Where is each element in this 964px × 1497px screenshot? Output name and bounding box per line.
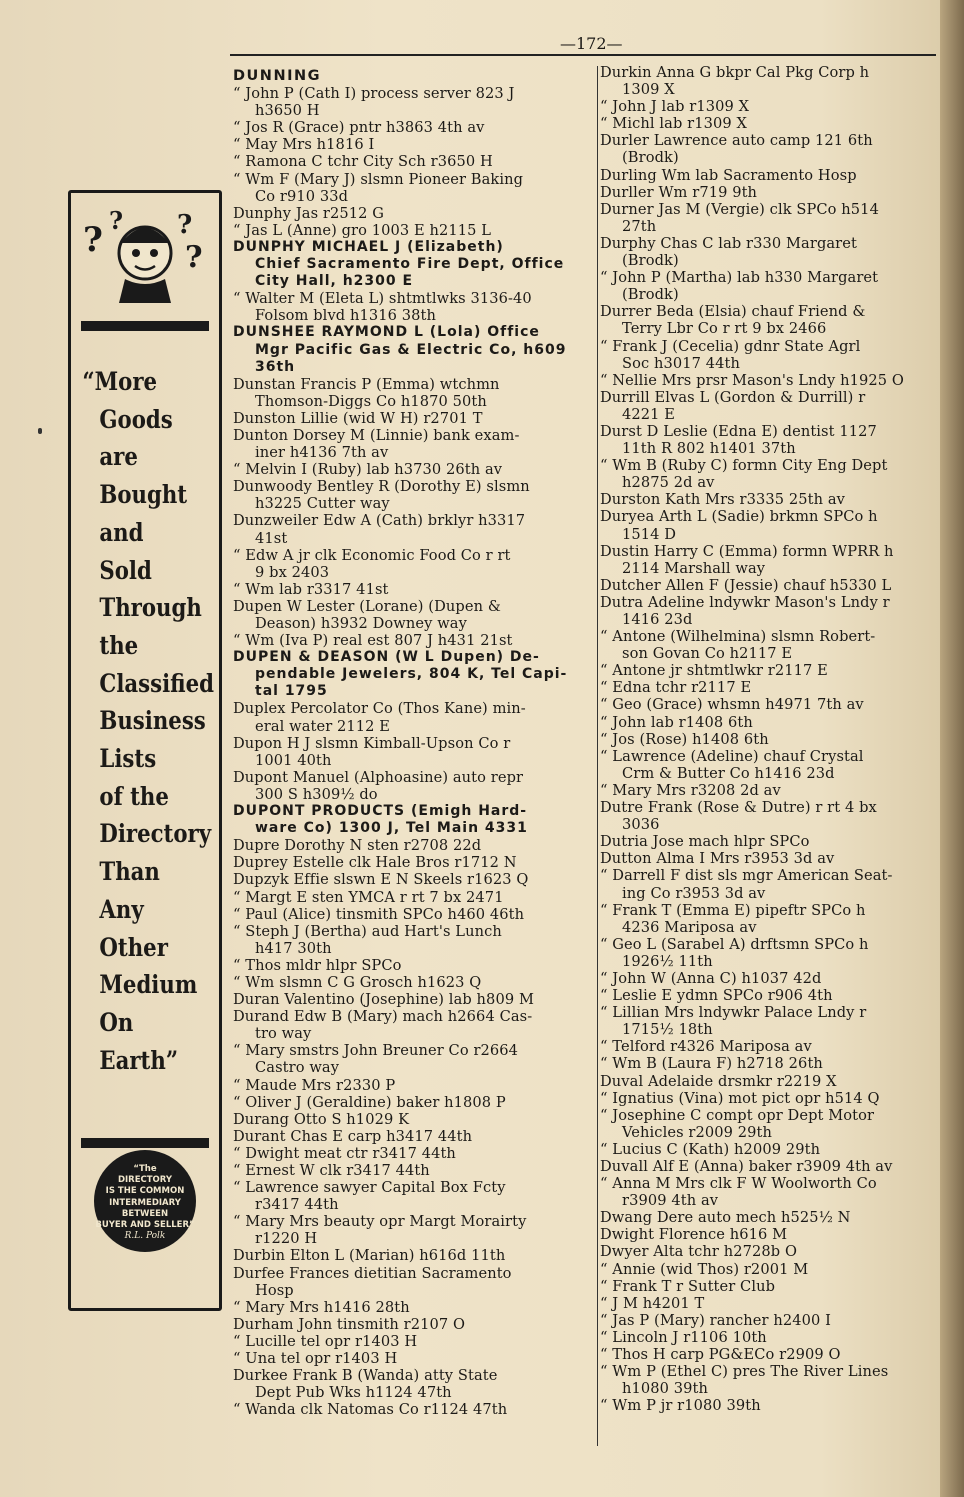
slogan-line: Sold <box>99 555 152 585</box>
directory-entry-line: Dupon H J slsmn Kimball-Upson Co r <box>233 734 511 752</box>
directory-entry-line: Durant Chas E carp h3417 44th <box>233 1127 473 1145</box>
directory-entry-line: Durang Otto S h1029 K <box>233 1110 410 1128</box>
directory-entry-line: Dunton Dorsey M (Linnie) bank exam- <box>233 426 520 444</box>
slogan-line: Any <box>99 894 144 924</box>
directory-entry-line: Dunphy Jas r2512 G <box>233 204 385 222</box>
directory-entry-line: Vehicles r2009 29th <box>622 1123 772 1141</box>
directory-entry-line: tro way <box>255 1025 312 1043</box>
directory-entry-line: (Brodk) <box>622 252 679 270</box>
directory-entry-line: DUNSHEE RAYMOND L (Lola) Office <box>233 324 540 341</box>
directory-entry-line: “ Wm B (Ruby C) formn City Eng Dept <box>600 457 888 475</box>
directory-entry-line: “ Walter M (Eleta L) shtmtlwks 3136-40 <box>233 290 532 308</box>
seal-line: INTERMEDIARY <box>109 1197 181 1208</box>
slogan-line: Directory <box>99 819 212 849</box>
directory-entry-line: Duvall Alf E (Anna) baker r3909 4th av <box>600 1158 893 1175</box>
directory-entry-line: Dupzyk Effie slswn E N Skeels r1623 Q <box>233 871 529 889</box>
directory-entry-line: “ Lillian Mrs lndywkr Palace Lndy r <box>600 1004 867 1022</box>
margin-mark <box>38 428 42 434</box>
svg-text:?: ? <box>109 206 124 235</box>
cartoon-character-icon <box>81 203 209 313</box>
slogan-line: Medium <box>99 970 198 1000</box>
directory-entry-line: Terry Lbr Co r rt 9 bx 2466 <box>622 320 827 338</box>
directory-entry-line: h1080 39th <box>622 1380 709 1398</box>
directory-entry-line: Dutria Jose mach hlpr SPCo <box>600 833 810 851</box>
slogan-line: Through <box>99 593 202 623</box>
directory-entry-line: son Govan Co h2117 E <box>622 645 793 663</box>
directory-entry-line: City Hall, h2300 E <box>255 273 414 290</box>
directory-entry-line: “ Edna tchr r2117 E <box>600 679 752 697</box>
directory-entry-line: Dunstan Francis P (Emma) wtchmn <box>233 375 500 393</box>
directory-entry-line: “ Ignatius (Vina) mot pict opr h514 Q <box>600 1089 880 1107</box>
directory-entry-line: “ Anna M Mrs clk F W Woolworth Co <box>600 1175 877 1193</box>
directory-entry-line: “ Thos H carp PG&ECo r2909 O <box>600 1346 841 1364</box>
slogan-line: “More <box>82 367 158 396</box>
directory-entry-line: “ Geo (Grace) whsmn h4971 7th av <box>600 696 864 714</box>
directory-entry-line: “ John lab r1408 6th <box>600 713 753 731</box>
directory-entry-line: r3909 4th av <box>622 1192 719 1210</box>
directory-entry-line: Dwight Florence h616 M <box>600 1226 788 1244</box>
directory-entry-line: Duval Adelaide drsmkr r2219 X <box>600 1072 837 1090</box>
directory-entry-line: “ Mary Mrs h1416 28th <box>233 1298 410 1316</box>
directory-entry-line: Durler Lawrence auto camp 121 6th <box>600 132 873 150</box>
directory-entry-line: DUPEN & DEASON (W L Dupen) De- <box>233 649 540 666</box>
directory-entry-line: “ Josephine C compt opr Dept Motor <box>600 1106 875 1124</box>
directory-entry-line: 1715½ 18th <box>622 1021 713 1039</box>
directory-entry-line: “ Wanda clk Natomas Co r1124 47th <box>233 1401 508 1419</box>
advertisement-box <box>68 190 222 1311</box>
directory-entry-line: pendable Jewelers, 804 K, Tel Capi- <box>255 666 568 683</box>
slogan-line: Classified <box>99 668 214 698</box>
directory-entry-line: ware Co) 1300 J, Tel Main 4331 <box>255 820 528 837</box>
header-rule <box>230 54 936 56</box>
directory-entry-line: DUPONT PRODUCTS (Emigh Hard- <box>233 803 528 820</box>
directory-entry-line: “ Lucille tel opr r1403 H <box>233 1332 418 1350</box>
slogan-line: are <box>99 442 138 472</box>
ad-bottom-bar <box>81 1138 209 1148</box>
directory-entry-line: “ J M h4201 T <box>600 1294 705 1312</box>
directory-entry-line: Dunwoody Bentley R (Dorothy E) slsmn <box>233 478 530 496</box>
svg-text:?: ? <box>177 210 193 240</box>
slogan-line: the <box>99 630 139 660</box>
directory-column-right <box>600 64 940 1414</box>
svg-text:?: ? <box>83 220 103 260</box>
directory-entry-line: DUNNING <box>233 68 322 84</box>
directory-entry-line: Durphy Chas C lab r330 Margaret <box>600 234 857 252</box>
slogan-line: of the <box>99 781 169 811</box>
page-number: —172— <box>560 34 623 53</box>
directory-entry-line: “ Annie (wid Thos) r2001 M <box>600 1260 809 1278</box>
directory-entry-line: Durfee Frances dietitian Sacramento <box>233 1264 512 1282</box>
directory-entry-line: Durrer Beda (Elsia) chauf Friend & <box>600 303 866 321</box>
directory-entry-line: Co r910 33d <box>255 187 349 205</box>
directory-entry-line: “ Frank T (Emma E) pipeftr SPCo h <box>600 901 866 919</box>
directory-entry-line: “ Antone jr shtmtlwkr r2117 E <box>600 662 828 680</box>
slogan-line: Bought <box>99 480 188 510</box>
directory-entry-line: “ Wm lab r3317 41st <box>233 580 389 598</box>
directory-entry-line: “ Wm B (Laura F) h2718 26th <box>600 1055 823 1073</box>
directory-entry-line: “ Edw A jr clk Economic Food Co r rt <box>233 546 511 564</box>
slogan-line: and <box>99 517 144 547</box>
directory-entry-line: Deason) h3932 Downey way <box>255 615 467 632</box>
directory-entry-line: Durller Wm r719 9th <box>600 183 758 201</box>
directory-entry-line: “ Wm P jr r1080 39th <box>600 1397 761 1415</box>
slogan-line: On <box>99 1007 134 1037</box>
directory-entry-line: 300 S h309½ do <box>255 785 378 803</box>
directory-entry-line: tal 1795 <box>255 683 328 700</box>
directory-entry-line: “ Una tel opr r1403 H <box>233 1350 398 1368</box>
directory-entry-line: Durling Wm lab Sacramento Hosp <box>600 166 857 184</box>
directory-seal <box>94 1150 196 1252</box>
directory-entry-line: “ Telford r4326 Mariposa av <box>600 1038 812 1056</box>
directory-entry-line: Durkee Frank B (Wanda) atty State <box>233 1367 498 1385</box>
directory-entry-line: “ Melvin I (Ruby) lab h3730 26th av <box>233 461 503 479</box>
directory-entry-line: Crm & Butter Co h1416 23d <box>622 764 835 782</box>
directory-entry-line: Thomson-Diggs Co h1870 50th <box>255 392 487 410</box>
seal-line: IS THE COMMON <box>105 1186 185 1197</box>
directory-entry-line: “ John J lab r1309 X <box>600 98 750 116</box>
slogan-line: Other <box>99 932 168 962</box>
directory-entry-line: “ Ramona C tchr City Sch r3650 H <box>233 153 493 171</box>
directory-entry-line: “ Leslie E ydmn SPCo r906 4th <box>600 987 833 1005</box>
directory-entry-line: Duplex Percolator Co (Thos Kane) min- <box>233 700 526 718</box>
directory-entry-line: Durkin Anna G bkpr Cal Pkg Corp h <box>600 64 870 81</box>
slogan-line: Goods <box>99 404 173 434</box>
directory-entry-line: Chief Sacramento Fire Dept, Office <box>255 256 565 273</box>
directory-entry-line: 4236 Mariposa av <box>622 918 757 936</box>
directory-entry-line: Durrill Elvas L (Gordon & Durrill) r <box>600 388 866 406</box>
directory-entry-line: “ Wm F (Mary J) slsmn Pioneer Baking <box>233 170 524 188</box>
slogan-line: Business <box>99 706 206 736</box>
directory-entry-line: Durand Edw B (Mary) mach h2664 Cas- <box>233 1008 533 1026</box>
directory-entry-line: Duprey Estelle clk Hale Bros r1712 N <box>233 854 517 872</box>
directory-entry-line: iner h4136 7th av <box>255 444 389 462</box>
directory-entry-line: Dunston Lillie (wid W H) r2701 T <box>233 409 483 427</box>
directory-entry-line: “ Oliver J (Geraldine) baker h1808 P <box>233 1093 506 1111</box>
directory-entry-line: “ Jas P (Mary) rancher h2400 I <box>600 1311 831 1329</box>
directory-entry-line: Hosp <box>255 1281 294 1299</box>
directory-entry-line: Dunzweiler Edw A (Cath) brklyr h3317 <box>233 512 526 530</box>
directory-entry-line: r3417 44th <box>255 1196 339 1214</box>
directory-entry-line: Folsom blvd h1316 38th <box>255 307 436 325</box>
directory-entry-line: Durst D Leslie (Edna E) dentist 1127 <box>600 422 877 440</box>
directory-entry-line: “ Margt E sten YMCA r rt 7 bx 2471 <box>233 888 504 906</box>
directory-entry-line: “ Frank J (Cecelia) gdnr State Agrl <box>600 337 861 355</box>
directory-entry-line: “ Lucius C (Kath) h2009 29th <box>600 1140 821 1158</box>
ad-top-bar <box>81 321 209 331</box>
seal-line: DIRECTORY <box>117 1175 173 1186</box>
directory-entry-line: “ Wm slsmn C G Grosch h1623 Q <box>233 973 482 991</box>
directory-entry-line: “ Jos R (Grace) pntr h3863 4th av <box>233 119 485 137</box>
directory-entry-line: Dutton Alma I Mrs r3953 3d av <box>600 850 835 868</box>
directory-entry-line: “ Geo L (Sarabel A) drftsmn SPCo h <box>600 935 869 953</box>
directory-entry-line: 4221 E <box>622 405 676 423</box>
directory-column-left <box>233 68 593 1418</box>
directory-entry-line: Dutre Frank (Rose & Dutre) r rt 4 bx <box>600 799 877 817</box>
directory-entry-line: “ Wm P (Ethel C) pres The River Lines <box>600 1363 889 1381</box>
directory-entry-line: ing Co r3953 3d av <box>622 884 766 902</box>
directory-entry-line: 1416 23d <box>622 611 693 628</box>
directory-entry-line: “ Darrell F dist sls mgr American Seat- <box>600 867 893 885</box>
directory-entry-line: “ Maude Mrs r2330 P <box>233 1076 396 1094</box>
directory-entry-line: 1514 D <box>622 525 677 543</box>
directory-entry-line: Dept Pub Wks h1124 47th <box>255 1384 452 1402</box>
directory-entry-line: “ Mary Mrs beauty opr Margt Morairty <box>233 1213 527 1231</box>
directory-entry-line: (Brodk) <box>622 149 679 167</box>
directory-entry-line: “ Frank T r Sutter Club <box>600 1277 776 1295</box>
directory-entry-line: h3650 H <box>255 102 320 120</box>
directory-entry-line: Dutcher Allen F (Jessie) chauf h5330 L <box>600 576 892 594</box>
directory-entry-line: DUNPHY MICHAEL J (Elizabeth) <box>233 238 504 255</box>
directory-entry-line: “ Lawrence sawyer Capital Box Fcty <box>233 1179 506 1197</box>
directory-entry-line: 27th <box>622 217 657 235</box>
directory-entry-line: “ Antone (Wilhelmina) slsmn Robert- <box>600 628 876 646</box>
slogan-line: Earth” <box>99 1045 179 1075</box>
directory-entry-line: “ Ernest W clk r3417 44th <box>233 1162 430 1179</box>
directory-entry-line: “ Mary smstrs John Breuner Co r2664 <box>233 1042 519 1060</box>
directory-entry-line: 2114 Marshall way <box>622 559 766 577</box>
directory-entry-line: “ May Mrs h1816 I <box>233 136 375 154</box>
directory-entry-line: “ Jos (Rose) h1408 6th <box>600 730 769 748</box>
directory-entry-line: Dwyer Alta tchr h2728b O <box>600 1243 798 1261</box>
directory-entry-line: Dupre Dorothy N sten r2708 22d <box>233 837 482 855</box>
directory-entry-line: 1926½ 11th <box>622 952 713 970</box>
directory-entry-line: “ John P (Martha) lab h330 Margaret <box>600 269 879 287</box>
directory-entry-line: “ Michl lab r1309 X <box>600 115 747 133</box>
directory-entry-line: “ Paul (Alice) tinsmith SPCo h460 46th <box>233 905 525 923</box>
directory-entry-line: eral water 2112 E <box>255 717 391 735</box>
directory-entry-line: Durham John tinsmith r2107 O <box>233 1315 466 1333</box>
directory-entry-line: Dwang Dere auto mech h525½ N <box>600 1209 851 1227</box>
slogan-line: Than <box>99 857 160 887</box>
directory-entry-line: Dupont Manuel (Alphoasine) auto repr <box>233 768 524 786</box>
directory-entry-line: “ Jas L (Anne) gro 1003 E h2115 L <box>233 221 492 239</box>
directory-entry-line: 3036 <box>622 816 660 834</box>
directory-entry-line: “ Wm (Iva P) real est 807 J h431 21st <box>233 632 513 650</box>
svg-text:?: ? <box>185 240 203 275</box>
directory-entry-line: “ John W (Anna C) h1037 42d <box>600 969 822 987</box>
directory-entry-line: “ Lawrence (Adeline) chauf Crystal <box>600 747 864 765</box>
directory-entry-line: r1220 H <box>255 1230 318 1248</box>
directory-entry-line: Dupen W Lester (Lorane) (Dupen & <box>233 597 501 615</box>
directory-entry-line: “ John P (Cath I) process server 823 J <box>233 85 515 103</box>
directory-entry-line: 1309 X <box>622 81 675 99</box>
seal-line: BETWEEN <box>121 1208 169 1219</box>
directory-entry-line: Soc h3017 44th <box>622 354 741 372</box>
directory-entry-line: 1001 40th <box>255 751 332 769</box>
directory-entry-line: “ Dwight meat ctr r3417 44th <box>233 1144 456 1162</box>
directory-entry-line: 41st <box>255 529 288 547</box>
seal-signature: R.L. Polk <box>124 1231 166 1242</box>
directory-entry-line: “ Mary Mrs r3208 2d av <box>600 781 781 799</box>
ad-slogan <box>79 363 214 1079</box>
directory-entry-line: 11th R 802 h1401 37th <box>622 440 796 458</box>
directory-entry-line: Durner Jas M (Vergie) clk SPCo h514 <box>600 200 879 218</box>
directory-entry-line: Dustin Harry C (Emma) formn WPRR h <box>600 542 894 560</box>
directory-entry-line: h2875 2d av <box>622 474 715 492</box>
directory-entry-line: 9 bx 2403 <box>255 563 330 581</box>
page-edge-shadow <box>940 0 964 1497</box>
column-divider <box>597 66 598 1446</box>
directory-entry-line: 36th <box>255 358 296 375</box>
directory-entry-line: “ Lincoln J r1106 10th <box>600 1328 767 1346</box>
directory-entry-line: Durston Kath Mrs r3335 25th av <box>600 491 845 509</box>
directory-entry-line: Mgr Pacific Gas & Electric Co, h609 <box>255 341 567 358</box>
directory-entry-line: Durbin Elton L (Marian) h616d 11th <box>233 1247 506 1265</box>
directory-entry-line: h417 30th <box>255 939 332 957</box>
directory-entry-line: “ Steph J (Bertha) aud Hart's Lunch <box>233 922 502 940</box>
directory-entry-line: “ Nellie Mrs prsr Mason's Lndy h1925 O <box>600 371 904 389</box>
directory-entry-line: “ Thos mldr hlpr SPCo <box>233 956 402 974</box>
directory-entry-line: h3225 Cutter way <box>255 495 390 513</box>
seal-line: BUYER AND SELLER” <box>95 1220 195 1231</box>
directory-entry-line: (Brodk) <box>622 286 679 304</box>
directory-entry-line: Duryea Arth L (Sadie) brkmn SPCo h <box>600 508 878 526</box>
seal-line: “The <box>133 1164 157 1174</box>
directory-entry-line: Castro way <box>255 1059 340 1077</box>
slogan-line: Lists <box>99 744 157 774</box>
directory-entry-line: Dutra Adeline lndywkr Mason's Lndy r <box>600 593 890 611</box>
directory-entry-line: Duran Valentino (Josephine) lab h809 M <box>233 991 534 1009</box>
